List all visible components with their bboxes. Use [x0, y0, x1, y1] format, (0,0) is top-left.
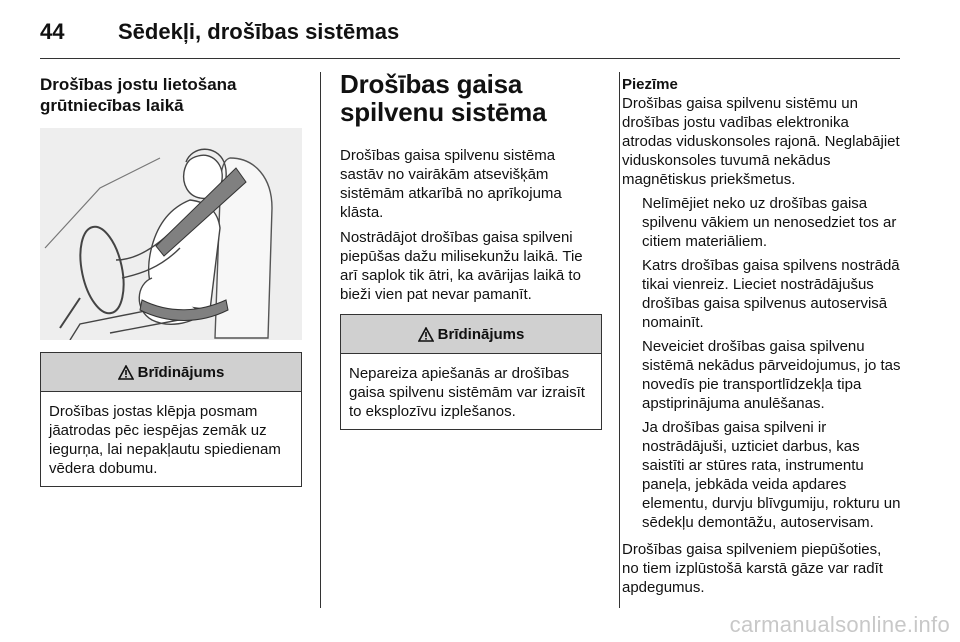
warning-triangle-icon [118, 365, 134, 380]
warning-box-pregnancy [40, 352, 302, 487]
pregnant-seatbelt-illustration [40, 128, 302, 340]
right-column [622, 76, 902, 597]
paragraph: Nostrādājot drošības gaisa spilveni piepūšas dažu milisekunžu laikā. Tie arī saplok tik ātri, ka avārijas laikā to bieži vien pat nevar pamanīt. [340, 229, 583, 303]
note-item: Ja drošības gaisa spilveni ir nostrādājuši, uzticiet darbus, kas saistīti ar stūres rata, instrumentu paneļa, jebkāda veida apdares elementu, durvju blīvgumiju, rokturu un sēdekļu demontāžu, autoservisam. [642, 419, 901, 531]
note-paragraph: Drošības gaisa spilvenu sistēmu un drošības jostu vadības elektronika atrodas viduskonsoles rajonā. Neglabājiet viduskonsoles tuvumā nekādus magnētiskus priekšmetus. [622, 95, 900, 188]
warning-text: Nepareiza apiešanās ar drošības gaisa spilvenu sistēmām var izraisīt to eksplozīvu izplešanos. [349, 365, 585, 420]
warning-triangle-icon [418, 327, 434, 342]
warning-header [41, 353, 301, 392]
middle-column [340, 70, 602, 430]
section-heading-airbag: Drošības gaisa spilvenu sistēma [340, 69, 547, 127]
note-item: Katrs drošības gaisa spilvens nostrādā tikai vienreiz. Lieciet nostrādājušus drošības gaisa spilvenus autoservisā nomainīt. [642, 257, 900, 331]
section-heading-pregnancy: Drošības jostu lietošana grūtniecības laikā [40, 75, 237, 115]
note-item: Neveiciet drošības gaisa spilvenu sistēmā nekādus pārveidojumus, jo tas novedīs pie transportlīdzekļa tipa apstiprinājuma anulēšanas. [642, 338, 901, 412]
page-number: 44 [40, 19, 65, 44]
final-paragraph: Drošības gaisa spilveniem piepūšoties, no tiem izplūstošā karstā gāze var radīt apdegumus. [622, 541, 883, 596]
warning-title: Brīdinājums [437, 325, 525, 343]
pregnant-seatbelt-illustration-drawing [40, 128, 302, 340]
warning-header [341, 315, 601, 354]
column-divider-right [619, 72, 620, 608]
paragraph: Drošības gaisa spilvenu sistēma sastāv no vairākām atsevišķām sistēmām atkarībā no aprīkojuma klāsta. [340, 147, 562, 221]
column-divider-left [320, 72, 321, 608]
warning-box-airbag [340, 314, 602, 430]
warning-text: Drošības jostas klēpja posmam jāatrodas pēc iespējas zemāk uz iegurņa, lai nepakļautu spiedienam vēdera dobumu. [49, 403, 281, 477]
note-item: Nelīmējiet neko uz drošības gaisa spilvenu vākiem un nenosedziet tos ar citiem materiāliem. [642, 195, 897, 250]
header-rule [40, 58, 900, 59]
note-label: Piezīme [622, 76, 678, 93]
watermark: carmanualsonline.info [729, 612, 950, 637]
warning-title: Brīdinājums [137, 363, 225, 381]
page-title: Sēdekļi, drošības sistēmas [118, 19, 400, 44]
left-column [40, 74, 302, 487]
